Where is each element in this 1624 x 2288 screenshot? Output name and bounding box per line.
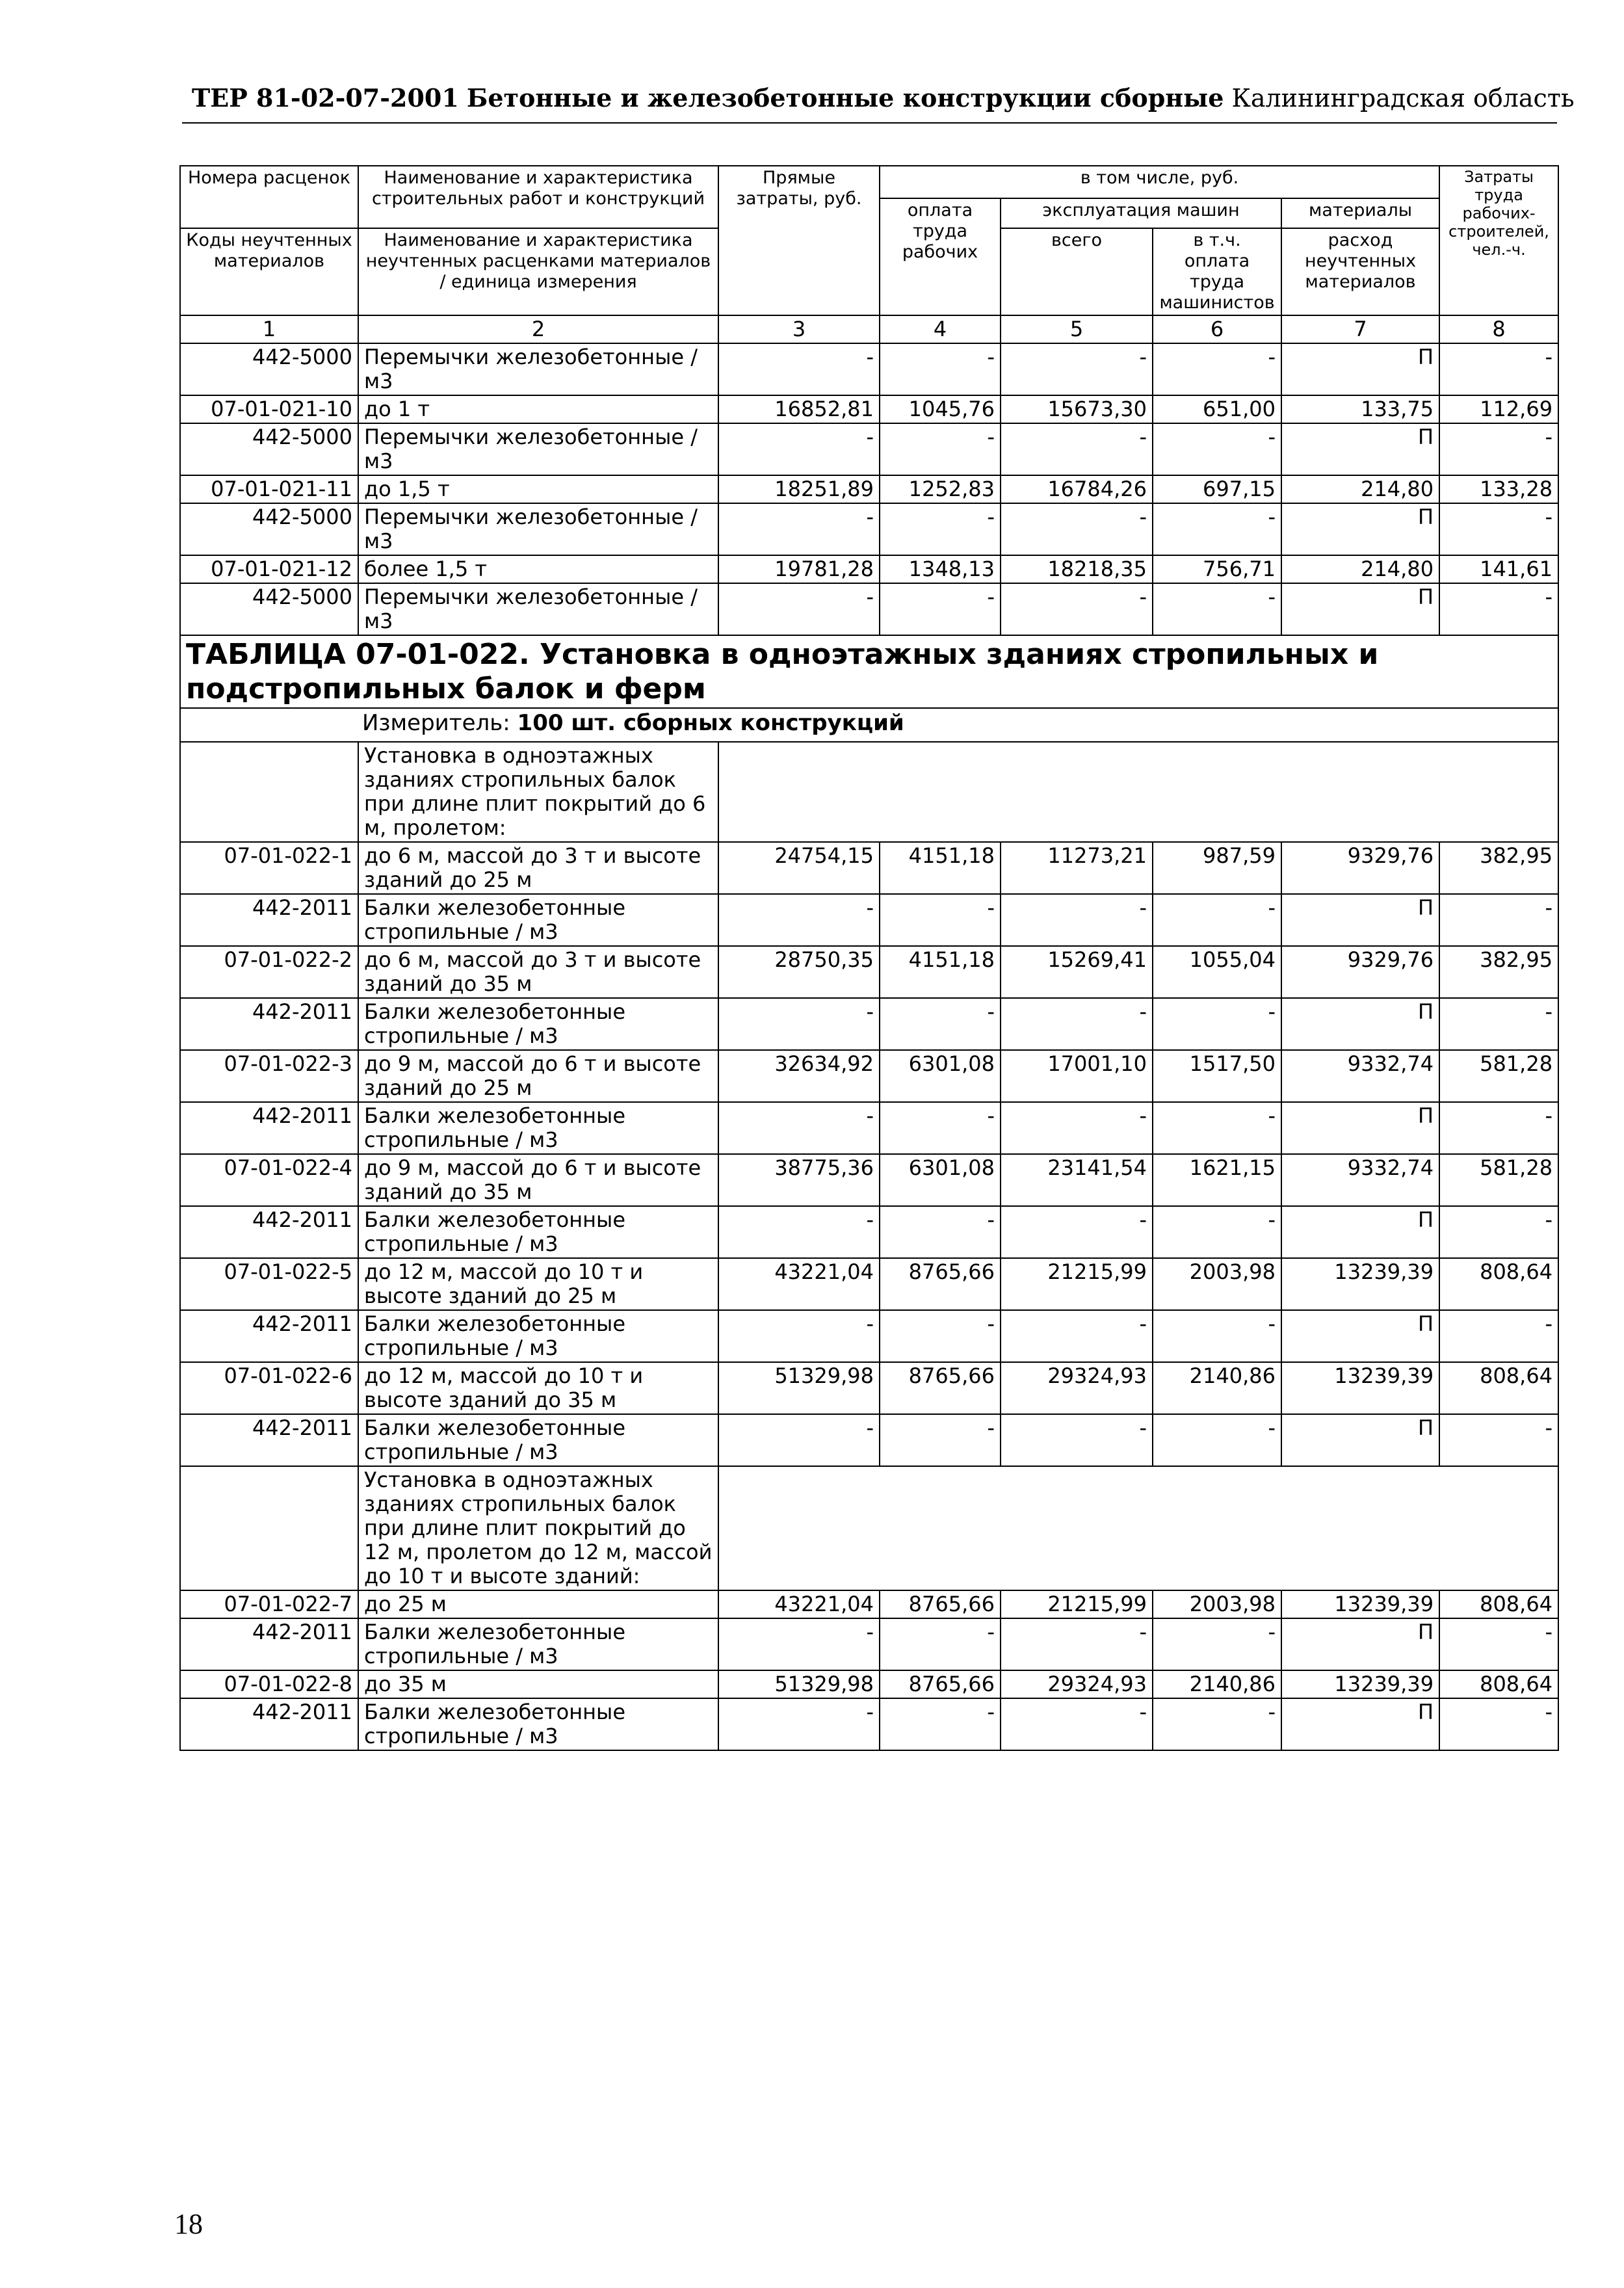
- rate-code: 07-01-022-5: [180, 1258, 358, 1310]
- machines-total: -: [1001, 583, 1153, 635]
- machines-total: 21215,99: [1001, 1258, 1153, 1310]
- machines-total: -: [1001, 343, 1153, 395]
- machinist-pay: -: [1153, 503, 1281, 555]
- table-row: [180, 894, 1558, 946]
- labor-hours: 808,64: [1439, 1362, 1558, 1414]
- column-numbers-row: [180, 315, 1558, 343]
- rate-code: 07-01-021-12: [180, 555, 358, 583]
- machines-total: 11273,21: [1001, 842, 1153, 894]
- work-name: Балки железобетонные стропильные / м3: [358, 1206, 718, 1258]
- machinist-pay: -: [1153, 583, 1281, 635]
- rate-code: 442-5000: [180, 343, 358, 395]
- rate-code: 07-01-022-2: [180, 946, 358, 998]
- group-1-note: [180, 742, 1558, 842]
- machinist-pay: -: [1153, 998, 1281, 1050]
- table-row: [180, 1206, 1558, 1258]
- top-rows: [180, 343, 1558, 635]
- materials: П: [1281, 894, 1439, 946]
- work-name: Балки железобетонные стропильные / м3: [358, 1414, 718, 1466]
- materials: П: [1281, 1206, 1439, 1258]
- labor-hours: -: [1439, 894, 1558, 946]
- labor-hours: 133,28: [1439, 475, 1558, 503]
- worker-pay: -: [880, 583, 1001, 635]
- rate-code: 07-01-021-10: [180, 395, 358, 423]
- head-unaccounted-materials: расход неучтенных материалов: [1281, 228, 1439, 315]
- labor-hours: -: [1439, 423, 1558, 475]
- machines-total: -: [1001, 894, 1153, 946]
- machinist-pay: 697,15: [1153, 475, 1281, 503]
- labor-hours: 808,64: [1439, 1258, 1558, 1310]
- direct-costs: -: [718, 998, 880, 1050]
- labor-hours: -: [1439, 1310, 1558, 1362]
- table-row: [180, 583, 1558, 635]
- table-row: [180, 1590, 1558, 1618]
- head-materials: материалы: [1281, 198, 1439, 228]
- table-row: [180, 1670, 1558, 1698]
- table-row: [180, 1414, 1558, 1466]
- worker-pay: 4151,18: [880, 842, 1001, 894]
- materials: 9332,74: [1281, 1154, 1439, 1206]
- column-number: 3: [718, 315, 880, 343]
- head-labor-hours: Затраты труда рабочих-строителей, чел.-ч.: [1439, 166, 1558, 315]
- table-row: [180, 946, 1558, 998]
- direct-costs: -: [718, 1102, 880, 1154]
- column-number: 8: [1439, 315, 1558, 343]
- document-title: Бетонные и железобетонные конструкции сборные: [466, 83, 1224, 112]
- section-title: ТАБЛИЦА 07-01-022. Установка в одноэтажных зданиях стропильных и подстропильных балок и ферм: [186, 638, 1379, 705]
- group-note: Установка в одноэтажных зданиях стропильных балок при длине плит покрытий до 12 м, пролетом до 12 м, массой до 10 т и высоте зданий:: [358, 1466, 718, 1590]
- machines-total: 15269,41: [1001, 946, 1153, 998]
- materials: П: [1281, 1698, 1439, 1750]
- group-1-rows: [180, 842, 1558, 1466]
- machinist-pay: -: [1153, 1618, 1281, 1670]
- table-row: [180, 503, 1558, 555]
- estimate-table: [179, 165, 1559, 1751]
- machines-total: -: [1001, 1698, 1153, 1750]
- machinist-pay: 1055,04: [1153, 946, 1281, 998]
- worker-pay: 6301,08: [880, 1154, 1001, 1206]
- work-name: Балки железобетонные стропильные / м3: [358, 1618, 718, 1670]
- machines-total: 29324,93: [1001, 1362, 1153, 1414]
- labor-hours: 808,64: [1439, 1590, 1558, 1618]
- materials: П: [1281, 503, 1439, 555]
- table-row: [180, 343, 1558, 395]
- work-name: более 1,5 т: [358, 555, 718, 583]
- rate-code: 07-01-022-6: [180, 1362, 358, 1414]
- column-number: 6: [1153, 315, 1281, 343]
- document-code: ТЕР 81-02-07-2001: [192, 83, 459, 112]
- table-row: [180, 1362, 1558, 1414]
- machines-total: 15673,30: [1001, 395, 1153, 423]
- worker-pay: 8765,66: [880, 1362, 1001, 1414]
- worker-pay: -: [880, 1206, 1001, 1258]
- work-name: до 1 т: [358, 395, 718, 423]
- labor-hours: -: [1439, 503, 1558, 555]
- materials: 9329,76: [1281, 946, 1439, 998]
- table-head: [180, 166, 1558, 343]
- materials: 214,80: [1281, 555, 1439, 583]
- table-row: [180, 1050, 1558, 1102]
- machines-total: -: [1001, 1102, 1153, 1154]
- head-rate-numbers: Номера расценок: [180, 166, 358, 228]
- machinist-pay: -: [1153, 1698, 1281, 1750]
- labor-hours: -: [1439, 583, 1558, 635]
- machinist-pay: 651,00: [1153, 395, 1281, 423]
- column-number: 4: [880, 315, 1001, 343]
- worker-pay: -: [880, 1414, 1001, 1466]
- materials: 9332,74: [1281, 1050, 1439, 1102]
- worker-pay: 8765,66: [880, 1590, 1001, 1618]
- labor-hours: 382,95: [1439, 842, 1558, 894]
- labor-hours: -: [1439, 1698, 1558, 1750]
- document-region: Калининградская область: [1231, 84, 1575, 112]
- head-work-name: Наименование и характеристика строительных работ и конструкций: [358, 166, 718, 228]
- machinist-pay: -: [1153, 1310, 1281, 1362]
- materials: 13239,39: [1281, 1670, 1439, 1698]
- worker-pay: -: [880, 1310, 1001, 1362]
- work-name: до 6 м, массой до 3 т и высоте зданий до 35 м: [358, 946, 718, 998]
- machines-total: -: [1001, 503, 1153, 555]
- machines-total: 21215,99: [1001, 1590, 1153, 1618]
- measure-value: 100 шт. сборных конструкций: [517, 710, 904, 736]
- table-row: [180, 395, 1558, 423]
- table-row: [180, 423, 1558, 475]
- table-row: [180, 1310, 1558, 1362]
- labor-hours: 581,28: [1439, 1050, 1558, 1102]
- direct-costs: 32634,92: [718, 1050, 880, 1102]
- worker-pay: 8765,66: [880, 1670, 1001, 1698]
- machinist-pay: 987,59: [1153, 842, 1281, 894]
- table-row: [180, 475, 1558, 503]
- work-name: до 35 м: [358, 1670, 718, 1698]
- materials: 9329,76: [1281, 842, 1439, 894]
- direct-costs: -: [718, 583, 880, 635]
- machinist-pay: 756,71: [1153, 555, 1281, 583]
- materials: 214,80: [1281, 475, 1439, 503]
- direct-costs: 24754,15: [718, 842, 880, 894]
- head-direct-costs: Прямые затраты, руб.: [718, 166, 880, 315]
- materials: П: [1281, 423, 1439, 475]
- head-including: в том числе, руб.: [880, 166, 1439, 198]
- labor-hours: -: [1439, 1206, 1558, 1258]
- materials: 13239,39: [1281, 1590, 1439, 1618]
- machinist-pay: 1517,50: [1153, 1050, 1281, 1102]
- table-row: [180, 1102, 1558, 1154]
- column-number: 7: [1281, 315, 1439, 343]
- materials: 13239,39: [1281, 1362, 1439, 1414]
- work-name: Перемычки железобетонные / м3: [358, 583, 718, 635]
- work-name: до 1,5 т: [358, 475, 718, 503]
- worker-pay: -: [880, 503, 1001, 555]
- rate-code: 442-2011: [180, 1414, 358, 1466]
- head-machinist-pay: в т.ч. оплата труда машинистов: [1153, 228, 1281, 315]
- head-material-codes: Коды неучтенных материалов: [180, 228, 358, 315]
- section-measure: [195, 709, 1543, 737]
- materials: 13239,39: [1281, 1258, 1439, 1310]
- machines-total: 23141,54: [1001, 1154, 1153, 1206]
- worker-pay: -: [880, 894, 1001, 946]
- group-2-rows: [180, 1590, 1558, 1750]
- section-heading: [180, 635, 1558, 742]
- direct-costs: 38775,36: [718, 1154, 880, 1206]
- head-material-names: Наименование и характеристика неучтенных расценками материалов / единица измерения: [358, 228, 718, 315]
- machines-total: 29324,93: [1001, 1670, 1153, 1698]
- materials: П: [1281, 1102, 1439, 1154]
- machines-total: -: [1001, 1310, 1153, 1362]
- machinist-pay: -: [1153, 894, 1281, 946]
- work-name: до 12 м, массой до 10 т и высоте зданий до 35 м: [358, 1362, 718, 1414]
- rate-code: 07-01-022-7: [180, 1590, 358, 1618]
- machines-total: -: [1001, 1206, 1153, 1258]
- direct-costs: -: [718, 1310, 880, 1362]
- materials: П: [1281, 1414, 1439, 1466]
- labor-hours: -: [1439, 1618, 1558, 1670]
- labor-hours: -: [1439, 343, 1558, 395]
- labor-hours: 141,61: [1439, 555, 1558, 583]
- work-name: Балки железобетонные стропильные / м3: [358, 1310, 718, 1362]
- work-name: Балки железобетонные стропильные / м3: [358, 1102, 718, 1154]
- page-number: 18: [174, 2208, 203, 2240]
- materials: 133,75: [1281, 395, 1439, 423]
- work-name: до 9 м, массой до 6 т и высоте зданий до 25 м: [358, 1050, 718, 1102]
- labor-hours: -: [1439, 998, 1558, 1050]
- direct-costs: -: [718, 894, 880, 946]
- work-name: Балки железобетонные стропильные / м3: [358, 998, 718, 1050]
- direct-costs: 51329,98: [718, 1362, 880, 1414]
- page-header: [192, 83, 1575, 112]
- rate-code: 442-2011: [180, 998, 358, 1050]
- worker-pay: -: [880, 1102, 1001, 1154]
- worker-pay: -: [880, 343, 1001, 395]
- direct-costs: 16852,81: [718, 395, 880, 423]
- machines-total: 18218,35: [1001, 555, 1153, 583]
- worker-pay: 1348,13: [880, 555, 1001, 583]
- column-number: 5: [1001, 315, 1153, 343]
- labor-hours: 808,64: [1439, 1670, 1558, 1698]
- materials: П: [1281, 1618, 1439, 1670]
- machinist-pay: -: [1153, 343, 1281, 395]
- column-number: 2: [358, 315, 718, 343]
- machines-total: -: [1001, 1414, 1153, 1466]
- materials: П: [1281, 343, 1439, 395]
- table-row: [180, 1258, 1558, 1310]
- machinist-pay: -: [1153, 1102, 1281, 1154]
- worker-pay: 1252,83: [880, 475, 1001, 503]
- worker-pay: -: [880, 423, 1001, 475]
- materials: П: [1281, 1310, 1439, 1362]
- machinist-pay: 2003,98: [1153, 1258, 1281, 1310]
- machines-total: -: [1001, 998, 1153, 1050]
- worker-pay: 1045,76: [880, 395, 1001, 423]
- materials: П: [1281, 583, 1439, 635]
- materials: П: [1281, 998, 1439, 1050]
- table-row: [180, 555, 1558, 583]
- work-name: Перемычки железобетонные / м3: [358, 503, 718, 555]
- worker-pay: -: [880, 1698, 1001, 1750]
- rate-code: 442-2011: [180, 1206, 358, 1258]
- table-row: [180, 1618, 1558, 1670]
- rate-code: 442-5000: [180, 423, 358, 475]
- work-name: до 12 м, массой до 10 т и высоте зданий до 25 м: [358, 1258, 718, 1310]
- rate-code: 07-01-022-4: [180, 1154, 358, 1206]
- direct-costs: -: [718, 503, 880, 555]
- direct-costs: 28750,35: [718, 946, 880, 998]
- machinist-pay: -: [1153, 1206, 1281, 1258]
- machines-total: 16784,26: [1001, 475, 1153, 503]
- direct-costs: 51329,98: [718, 1670, 880, 1698]
- labor-hours: 112,69: [1439, 395, 1558, 423]
- header-rule: [182, 122, 1557, 124]
- table-row: [180, 1154, 1558, 1206]
- work-name: до 6 м, массой до 3 т и высоте зданий до 25 м: [358, 842, 718, 894]
- rate-code: 442-2011: [180, 1698, 358, 1750]
- worker-pay: -: [880, 998, 1001, 1050]
- table-row: [180, 998, 1558, 1050]
- direct-costs: -: [718, 1206, 880, 1258]
- labor-hours: -: [1439, 1102, 1558, 1154]
- rate-code: 07-01-022-3: [180, 1050, 358, 1102]
- work-name: до 9 м, массой до 6 т и высоте зданий до 35 м: [358, 1154, 718, 1206]
- machinist-pay: 1621,15: [1153, 1154, 1281, 1206]
- direct-costs: 43221,04: [718, 1258, 880, 1310]
- rate-code: 07-01-021-11: [180, 475, 358, 503]
- labor-hours: 382,95: [1439, 946, 1558, 998]
- rate-code: 07-01-022-1: [180, 842, 358, 894]
- rate-code: 442-2011: [180, 1102, 358, 1154]
- direct-costs: -: [718, 343, 880, 395]
- work-name: Перемычки железобетонные / м3: [358, 423, 718, 475]
- work-name: до 25 м: [358, 1590, 718, 1618]
- rate-code: 442-5000: [180, 503, 358, 555]
- worker-pay: 6301,08: [880, 1050, 1001, 1102]
- machinist-pay: -: [1153, 423, 1281, 475]
- rate-code: 442-2011: [180, 894, 358, 946]
- table-row: [180, 842, 1558, 894]
- rate-code: 442-5000: [180, 583, 358, 635]
- machinist-pay: 2140,86: [1153, 1362, 1281, 1414]
- direct-costs: 18251,89: [718, 475, 880, 503]
- machines-total: -: [1001, 423, 1153, 475]
- worker-pay: 8765,66: [880, 1258, 1001, 1310]
- head-worker-pay: оплата труда рабочих: [880, 198, 1001, 315]
- direct-costs: 43221,04: [718, 1590, 880, 1618]
- direct-costs: -: [718, 1618, 880, 1670]
- machinist-pay: 2140,86: [1153, 1670, 1281, 1698]
- direct-costs: -: [718, 1414, 880, 1466]
- work-name: Балки железобетонные стропильные / м3: [358, 894, 718, 946]
- rate-code: 07-01-022-8: [180, 1670, 358, 1698]
- group-2-note: [180, 1466, 1558, 1590]
- measure-label: Измеритель:: [362, 710, 510, 736]
- direct-costs: -: [718, 423, 880, 475]
- worker-pay: -: [880, 1618, 1001, 1670]
- direct-costs: 19781,28: [718, 555, 880, 583]
- worker-pay: 4151,18: [880, 946, 1001, 998]
- direct-costs: -: [718, 1698, 880, 1750]
- head-machines: эксплуатация машин: [1001, 198, 1281, 228]
- labor-hours: 581,28: [1439, 1154, 1558, 1206]
- rate-code: 442-2011: [180, 1310, 358, 1362]
- head-machines-total: всего: [1001, 228, 1153, 315]
- machines-total: 17001,10: [1001, 1050, 1153, 1102]
- rate-code: 442-2011: [180, 1618, 358, 1670]
- machinist-pay: -: [1153, 1414, 1281, 1466]
- machinist-pay: 2003,98: [1153, 1590, 1281, 1618]
- labor-hours: -: [1439, 1414, 1558, 1466]
- column-number: 1: [180, 315, 358, 343]
- work-name: Перемычки железобетонные / м3: [358, 343, 718, 395]
- machines-total: -: [1001, 1618, 1153, 1670]
- group-note: Установка в одноэтажных зданиях стропильных балок при длине плит покрытий до 6 м, пролетом:: [358, 742, 718, 842]
- table-row: [180, 1698, 1558, 1750]
- work-name: Балки железобетонные стропильные / м3: [358, 1698, 718, 1750]
